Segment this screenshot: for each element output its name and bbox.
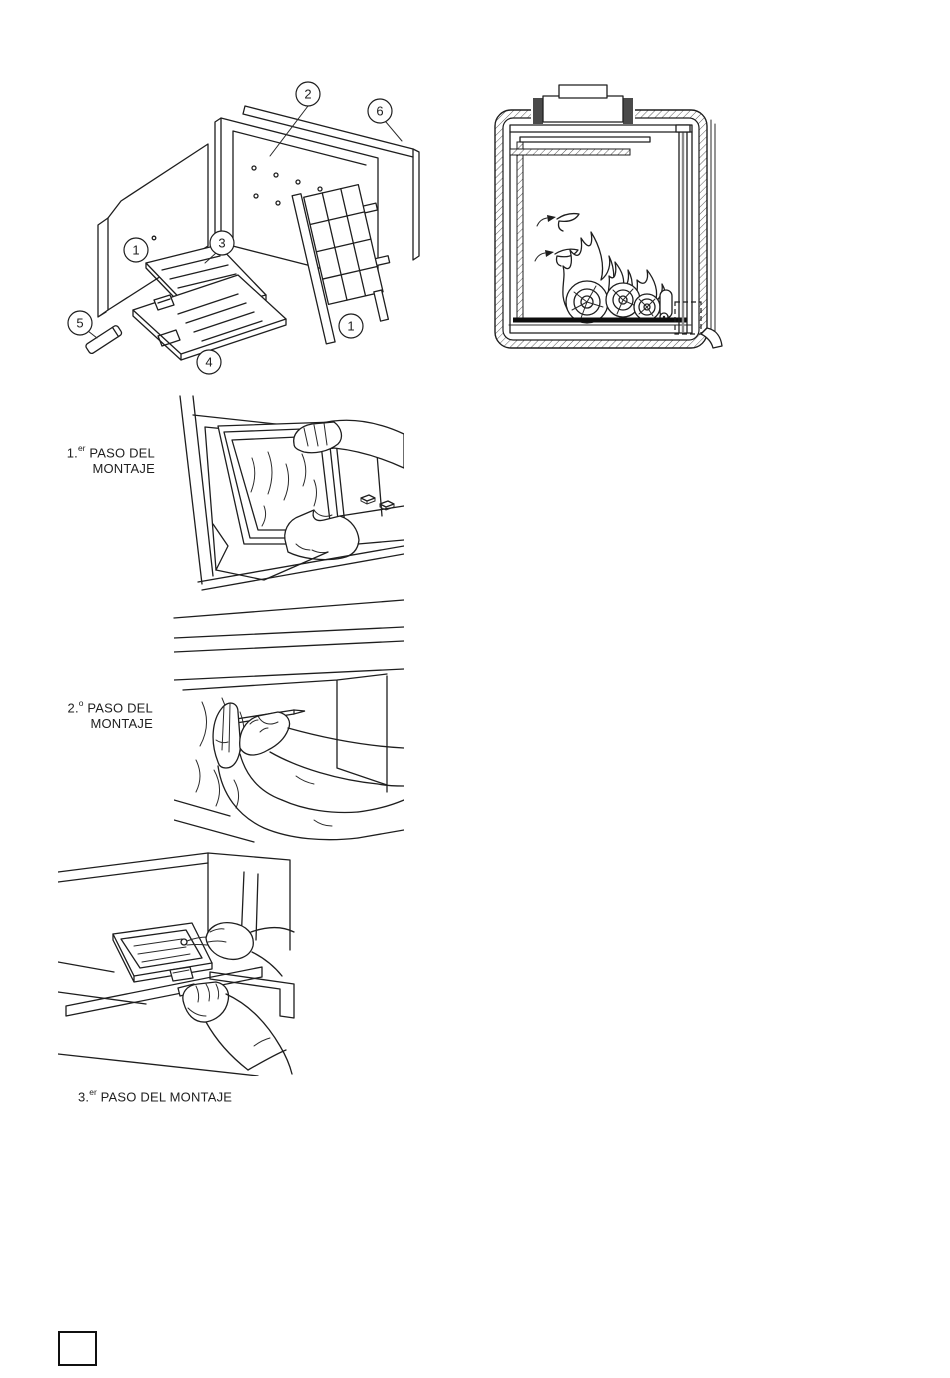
step-2-caption-line2: MONTAJE bbox=[90, 716, 153, 732]
callout-5 bbox=[68, 311, 92, 335]
callout-3-label: 3 bbox=[218, 235, 226, 251]
step-2-caption bbox=[47, 696, 153, 732]
callout-2-label: 2 bbox=[304, 86, 312, 102]
combustion-cross-section-figure bbox=[473, 80, 731, 372]
step-2-illustration bbox=[174, 620, 404, 844]
step-1-caption-line2: MONTAJE bbox=[92, 461, 155, 477]
callout-1-right-label: 1 bbox=[347, 318, 355, 334]
callout-2 bbox=[296, 82, 320, 106]
pencil-hand bbox=[240, 712, 290, 755]
callout-6 bbox=[368, 99, 392, 123]
flue-collar bbox=[531, 85, 635, 124]
callout-1-left-label: 1 bbox=[132, 242, 140, 258]
callout-5-label: 5 bbox=[76, 315, 84, 331]
step-1-caption-line1: 1.$^{er}$ PASO DEL bbox=[66, 443, 155, 461]
step-1-caption bbox=[49, 441, 155, 477]
floor-line bbox=[58, 1054, 258, 1076]
exploded-parts-diagram bbox=[58, 78, 460, 380]
callout-6-label: 6 bbox=[376, 103, 384, 119]
sill-lines bbox=[174, 800, 254, 842]
pressing-hand bbox=[213, 703, 240, 768]
base-plate-part bbox=[133, 275, 286, 360]
step-1-illustration bbox=[168, 394, 404, 622]
trim-strip bbox=[66, 967, 262, 1016]
page-number-box bbox=[58, 1331, 97, 1366]
callout-1-right bbox=[339, 314, 363, 338]
step-3-illustration bbox=[58, 846, 372, 1076]
step-3-caption bbox=[78, 1085, 232, 1105]
callout-4 bbox=[197, 350, 221, 374]
callout-4-label: 4 bbox=[205, 354, 213, 370]
callout-1-left bbox=[124, 238, 148, 262]
callout-3 bbox=[210, 231, 234, 255]
step-2-caption-line1: 2.$^o$ PASO DEL bbox=[67, 698, 153, 716]
log-retainer bbox=[660, 290, 672, 321]
gripping-hand bbox=[183, 982, 229, 1022]
slotted-tray bbox=[113, 923, 212, 982]
step-3-caption-line1: 3.$^{er}$ PASO DEL MONTAJE bbox=[78, 1087, 233, 1105]
lintel-lines bbox=[174, 627, 404, 680]
